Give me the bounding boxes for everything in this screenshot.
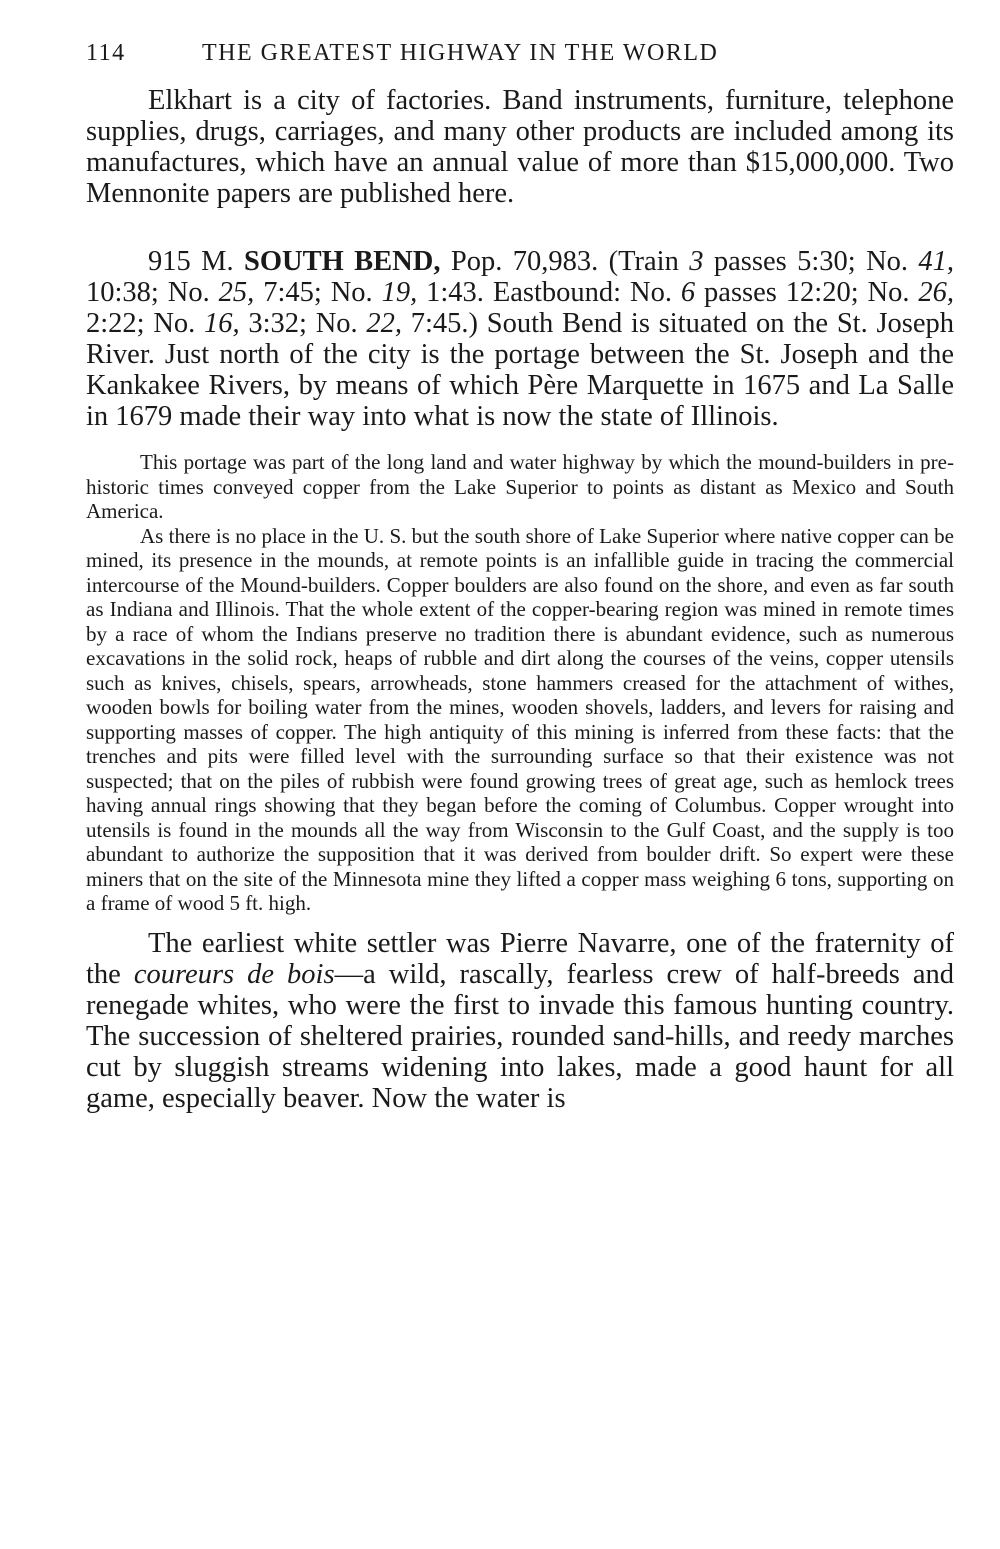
train-number: 6 xyxy=(680,277,696,308)
train-number: 25, xyxy=(218,277,255,308)
train-time: 7:45; No. xyxy=(263,277,373,308)
settler-text-end: —a wild, rascally, fearless crew of half-breeds and renegade whites, who were the first to invade this famous hunting country. The succession of sheltered prairies, rounded sand-hills, and reedy marches cut by sluggish streams widening into lakes, made a good haunt for all game, especially beaver. Now the water is xyxy=(86,958,955,1114)
running-header xyxy=(86,40,954,67)
train-number: 19, xyxy=(381,277,418,308)
paragraph-settler xyxy=(86,928,954,1114)
train-number: 26, xyxy=(918,277,955,308)
population: Pop. 70,983. xyxy=(450,246,599,277)
entry-south-bend xyxy=(86,246,954,432)
train-number: 41, xyxy=(918,246,955,277)
footnote-block xyxy=(86,450,954,916)
note-copper: As there is no place in the U. S. but the south shore of Lake Superior where native copper can be mined, its presence in the mounds, at remote points is an infallible guide in tracing the commercial intercourse of the Mound-builders. Copper boulders are also found on the shore, and even as far south as Indiana and Illinois. That the whole extent of the copper-bearing region was mined in remote times by a race of whom the Indians preserve no tradition there is abundant evidence, such as numerous excavations in the solid rock, heaps of rubble and dirt along the courses of the veins, copper utensils such as knives, chisels, spears, arrowheads, stone hammers creased for the attachment of withes, wooden bowls for boiling water from the mines, wooden shovels, ladders, and levers for raising and supporting masses of copper. The high antiquity of this mining is inferred from these facts: that the trenches and pits were filled level with the surrounding surface so that their existence was not suspected; that on the piles of rubbish were found growing trees of great age, such as hemlock trees having annual rings showing that they began before the coming of Columbus. Copper wrought into utensils is found in the mounds all the way from Wisconsin to the Gulf Coast, and the supply is too abundant to authorize the supposition that it was derived from boulder drift. So expert were these miners that on the site of the Minnesota mine they lifted a copper mass weighing 6 tons, supporting on a frame of wood 5 ft. high. xyxy=(86,523,954,915)
train-time: 10:38; No. xyxy=(86,277,210,308)
train-time: 2:22; No. xyxy=(86,308,196,339)
train-time: 3:32; No. xyxy=(248,308,358,339)
train-number: 22, xyxy=(366,308,403,339)
page-number: 114 xyxy=(86,40,126,66)
train-time: 1:43. Eastbound: No. xyxy=(426,277,672,308)
running-title: THE GREATEST HIGHWAY IN THE WORLD xyxy=(202,40,719,66)
mileage: 915 M. xyxy=(148,246,234,277)
train-time: passes 12:20; No. xyxy=(704,277,910,308)
settler-text-start: The earliest white settler was Pierre Navarre, one of the fraternity of the xyxy=(86,927,954,990)
book-page xyxy=(86,40,954,1114)
paragraph-elkhart: Elkhart is a city of factories. Band instruments, furniture, telephone supplies, drugs, carriages, and many other products are included among its manufactures, which have an annual value of more than $15,000,000. Two Mennonite papers are published here. xyxy=(86,85,954,209)
train-number: 16, xyxy=(204,308,240,339)
train-label: (Train xyxy=(608,246,679,277)
italic-phrase: coureurs de bois xyxy=(133,958,335,990)
note-portage: This portage was part of the long land and water highway by which the mound-builders in pre-historic times conveyed copper from the Lake Superior to points as distant as Mexico and South America. xyxy=(86,450,954,523)
train-time: passes 5:30; No. xyxy=(713,246,909,277)
south-bend-description: South Bend is situated on the St. Joseph River. Just north of the city is the portage between the St. Joseph and the Kankakee Rivers, by means of which Père Marquette in 1675 and La Salle in 1679 made their way into what is now the state of Illinois. xyxy=(86,308,955,432)
city-name: SOUTH BEND, xyxy=(244,246,441,277)
train-number: 3 xyxy=(689,246,704,277)
train-time: 7:45.) xyxy=(410,308,479,339)
